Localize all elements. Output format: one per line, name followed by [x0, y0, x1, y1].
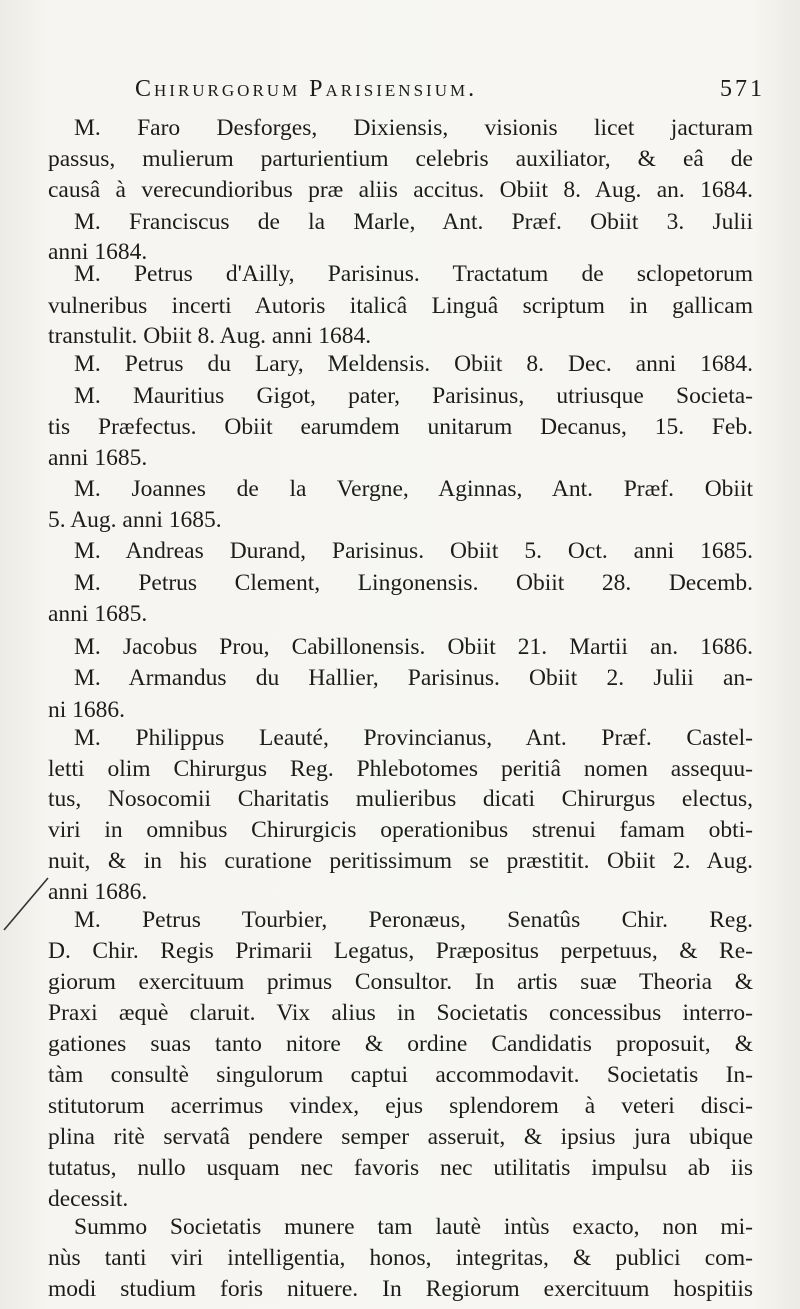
margin-pen-stroke: [2, 872, 52, 932]
text-line: passus, mulierum parturientium celebris auxiliator, & eâ de: [48, 146, 753, 172]
text-line: tis Præfectus. Obiit earumdem unitarum Decanus, 15. Feb.: [48, 414, 753, 440]
text-line: vulneribus incerti Autoris italicâ Linguâ scriptum in gallicam: [48, 293, 753, 319]
text-line: Praxi æquè claruit. Vix alius in Societatis concessibus interro-: [48, 1000, 753, 1026]
text-line: M. Joannes de la Vergne, Aginnas, Ant. Præf. Obiit: [74, 476, 753, 502]
text-line: M. Mauritius Gigot, pater, Parisinus, utriusque Societa-: [74, 383, 753, 409]
running-title: Chirurgorum Parisiensium.: [135, 76, 478, 102]
text-line: tus, Nosocomii Charitatis mulieribus dicati Chirurgus electus,: [48, 786, 753, 812]
text-line: gationes suas tanto nitore & ordine Candidatis proposuit, &: [48, 1031, 753, 1057]
text-line: M. Franciscus de la Marle, Ant. Præf. Obiit 3. Julii: [74, 209, 753, 235]
text-line: transtulit. Obiit 8. Aug. anni 1684.: [48, 323, 372, 349]
text-line: giorum exercituum primus Consultor. In artis suæ Theoria &: [48, 969, 753, 995]
text-line: M. Faro Desforges, Dixiensis, visionis licet jacturam: [74, 115, 753, 141]
text-line: M. Jacobus Prou, Cabillonensis. Obiit 21. Martii an. 1686.: [74, 634, 753, 660]
text-line: ni 1686.: [48, 697, 126, 723]
page-number: 571: [720, 76, 765, 102]
text-line: anni 1685.: [48, 601, 148, 627]
text-line: causâ à verecundioribus præ aliis accitus. Obiit 8. Aug. an. 1684.: [48, 177, 753, 203]
text-line: anni 1685.: [48, 445, 148, 471]
text-line: stitutorum acerrimus vindex, ejus splendorem à veteri disci-: [48, 1093, 753, 1119]
text-line: anni 1684.: [48, 239, 148, 265]
text-line: nùs tanti viri intelligentia, honos, integritas, & publici com-: [48, 1245, 753, 1271]
running-header: [135, 70, 765, 110]
text-line: M. Petrus du Lary, Meldensis. Obiit 8. Dec. anni 1684.: [74, 351, 753, 377]
text-line: tàm consultè singulorum captui accommodavit. Societatis In-: [48, 1062, 753, 1088]
text-line: nuit, & in his curatione peritissimum se præstitit. Obiit 2. Aug.: [48, 848, 753, 874]
text-line: plina ritè servatâ pendere semper asseruit, & ipsius jura ubique: [48, 1124, 753, 1150]
text-line: D. Chir. Regis Primarii Legatus, Præpositus perpetuus, & Re-: [48, 938, 753, 964]
text-line: letti olim Chirurgus Reg. Phlebotomes peritiâ nomen assequu-: [48, 756, 753, 782]
text-line: M. Petrus Tourbier, Peronæus, Senatûs Chir. Reg.: [74, 907, 753, 933]
text-line: modi studium foris nituere. In Regiorum exercituum hospitiis: [48, 1276, 753, 1302]
text-line: M. Petrus d'Ailly, Parisinus. Tractatum de sclopetorum: [74, 261, 753, 287]
text-line: 5. Aug. anni 1685.: [48, 507, 222, 533]
text-line: M. Armandus du Hallier, Parisinus. Obiit 2. Julii an-: [74, 665, 753, 691]
text-line: decessit.: [48, 1186, 129, 1212]
text-line: anni 1686.: [48, 879, 148, 905]
text-line: viri in omnibus Chirurgicis operationibus strenui famam obti-: [48, 817, 753, 843]
text-line: M. Petrus Clement, Lingonensis. Obiit 28. Decemb.: [74, 570, 753, 596]
text-line: tutatus, nullo usquam nec favoris nec utilitatis impulsu ab iis: [48, 1155, 753, 1181]
text-line: Summo Societatis munere tam lautè intùs exacto, non mi-: [74, 1214, 753, 1240]
text-line: M. Philippus Leauté, Provincianus, Ant. Præf. Castel-: [74, 725, 753, 751]
text-line: M. Andreas Durand, Parisinus. Obiit 5. Oct. anni 1685.: [74, 538, 753, 564]
